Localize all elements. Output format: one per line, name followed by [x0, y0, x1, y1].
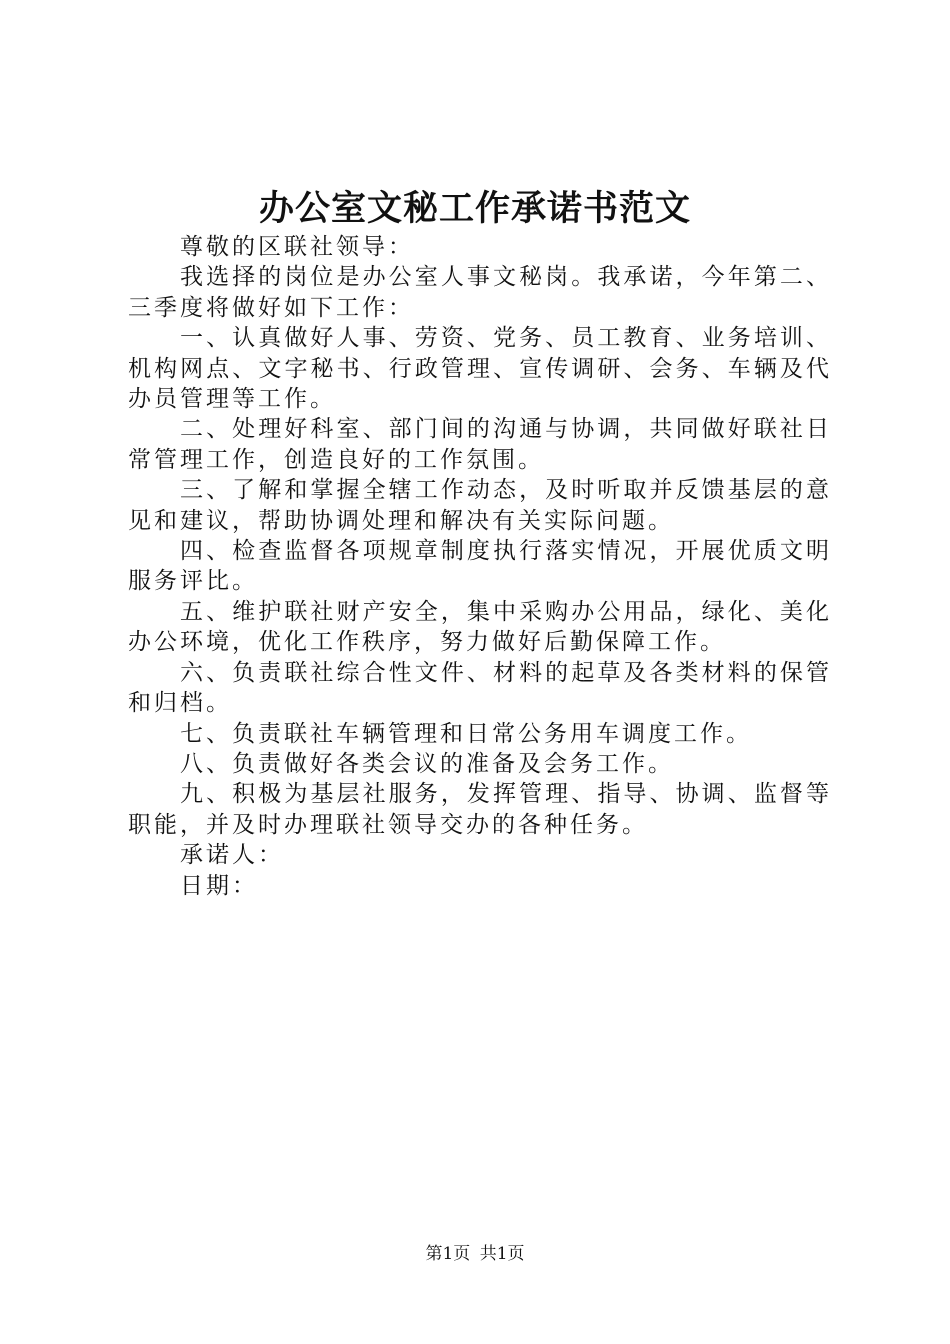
promisor-line: 承诺人： — [180, 842, 284, 869]
item-paragraph-4: 四、检查监督各项规章制度执行落实情况，开展优质文明服务评比。 — [128, 538, 832, 595]
item-paragraph-1: 一、认真做好人事、劳资、党务、员工教育、业务培训、机构网点、文字秘书、行政管理、宣传调研、会务、车辆及代办员管理等工作。 — [128, 325, 832, 413]
page-footer — [0, 1243, 950, 1265]
page-number: 第1页 — [425, 1244, 471, 1264]
item-paragraph-9: 九、积极为基层社服务，发挥管理、指导、协调、监督等职能，并及时办理联社领导交办的各种任务。 — [128, 781, 832, 838]
item-paragraph-7: 七、负责联社车辆管理和日常公务用车调度工作。 — [180, 720, 752, 747]
item-paragraph-5: 五、维护联社财产安全，集中采购办公用品，绿化、美化办公环境，优化工作秩序，努力做好后勤保障工作。 — [128, 598, 832, 656]
document-title: 办公室文秘工作承诺书范文 — [258, 188, 691, 229]
item-paragraph-6: 六、负责联社综合性文件、材料的起草及各类材料的保管和归档。 — [128, 659, 832, 717]
intro-paragraph: 我选择的岗位是办公室人事文秘岗。我承诺，今年第二、三季度将做好如下工作： — [128, 264, 832, 321]
salutation: 尊敬的区联社领导： — [180, 234, 414, 260]
document-body — [128, 232, 832, 901]
item-paragraph-2: 二、处理好科室、部门间的沟通与协调，共同做好联社日常管理工作，创造良好的工作氛围。 — [128, 416, 832, 473]
date-line: 日期： — [180, 872, 258, 899]
item-paragraph-8: 八、负责做好各类会议的准备及会务工作。 — [180, 750, 674, 777]
page-total: 共1页 — [479, 1244, 525, 1264]
item-paragraph-3: 三、了解和掌握全辖工作动态，及时听取并反馈基层的意见和建议，帮助协调处理和解决有关实际问题。 — [128, 477, 832, 534]
